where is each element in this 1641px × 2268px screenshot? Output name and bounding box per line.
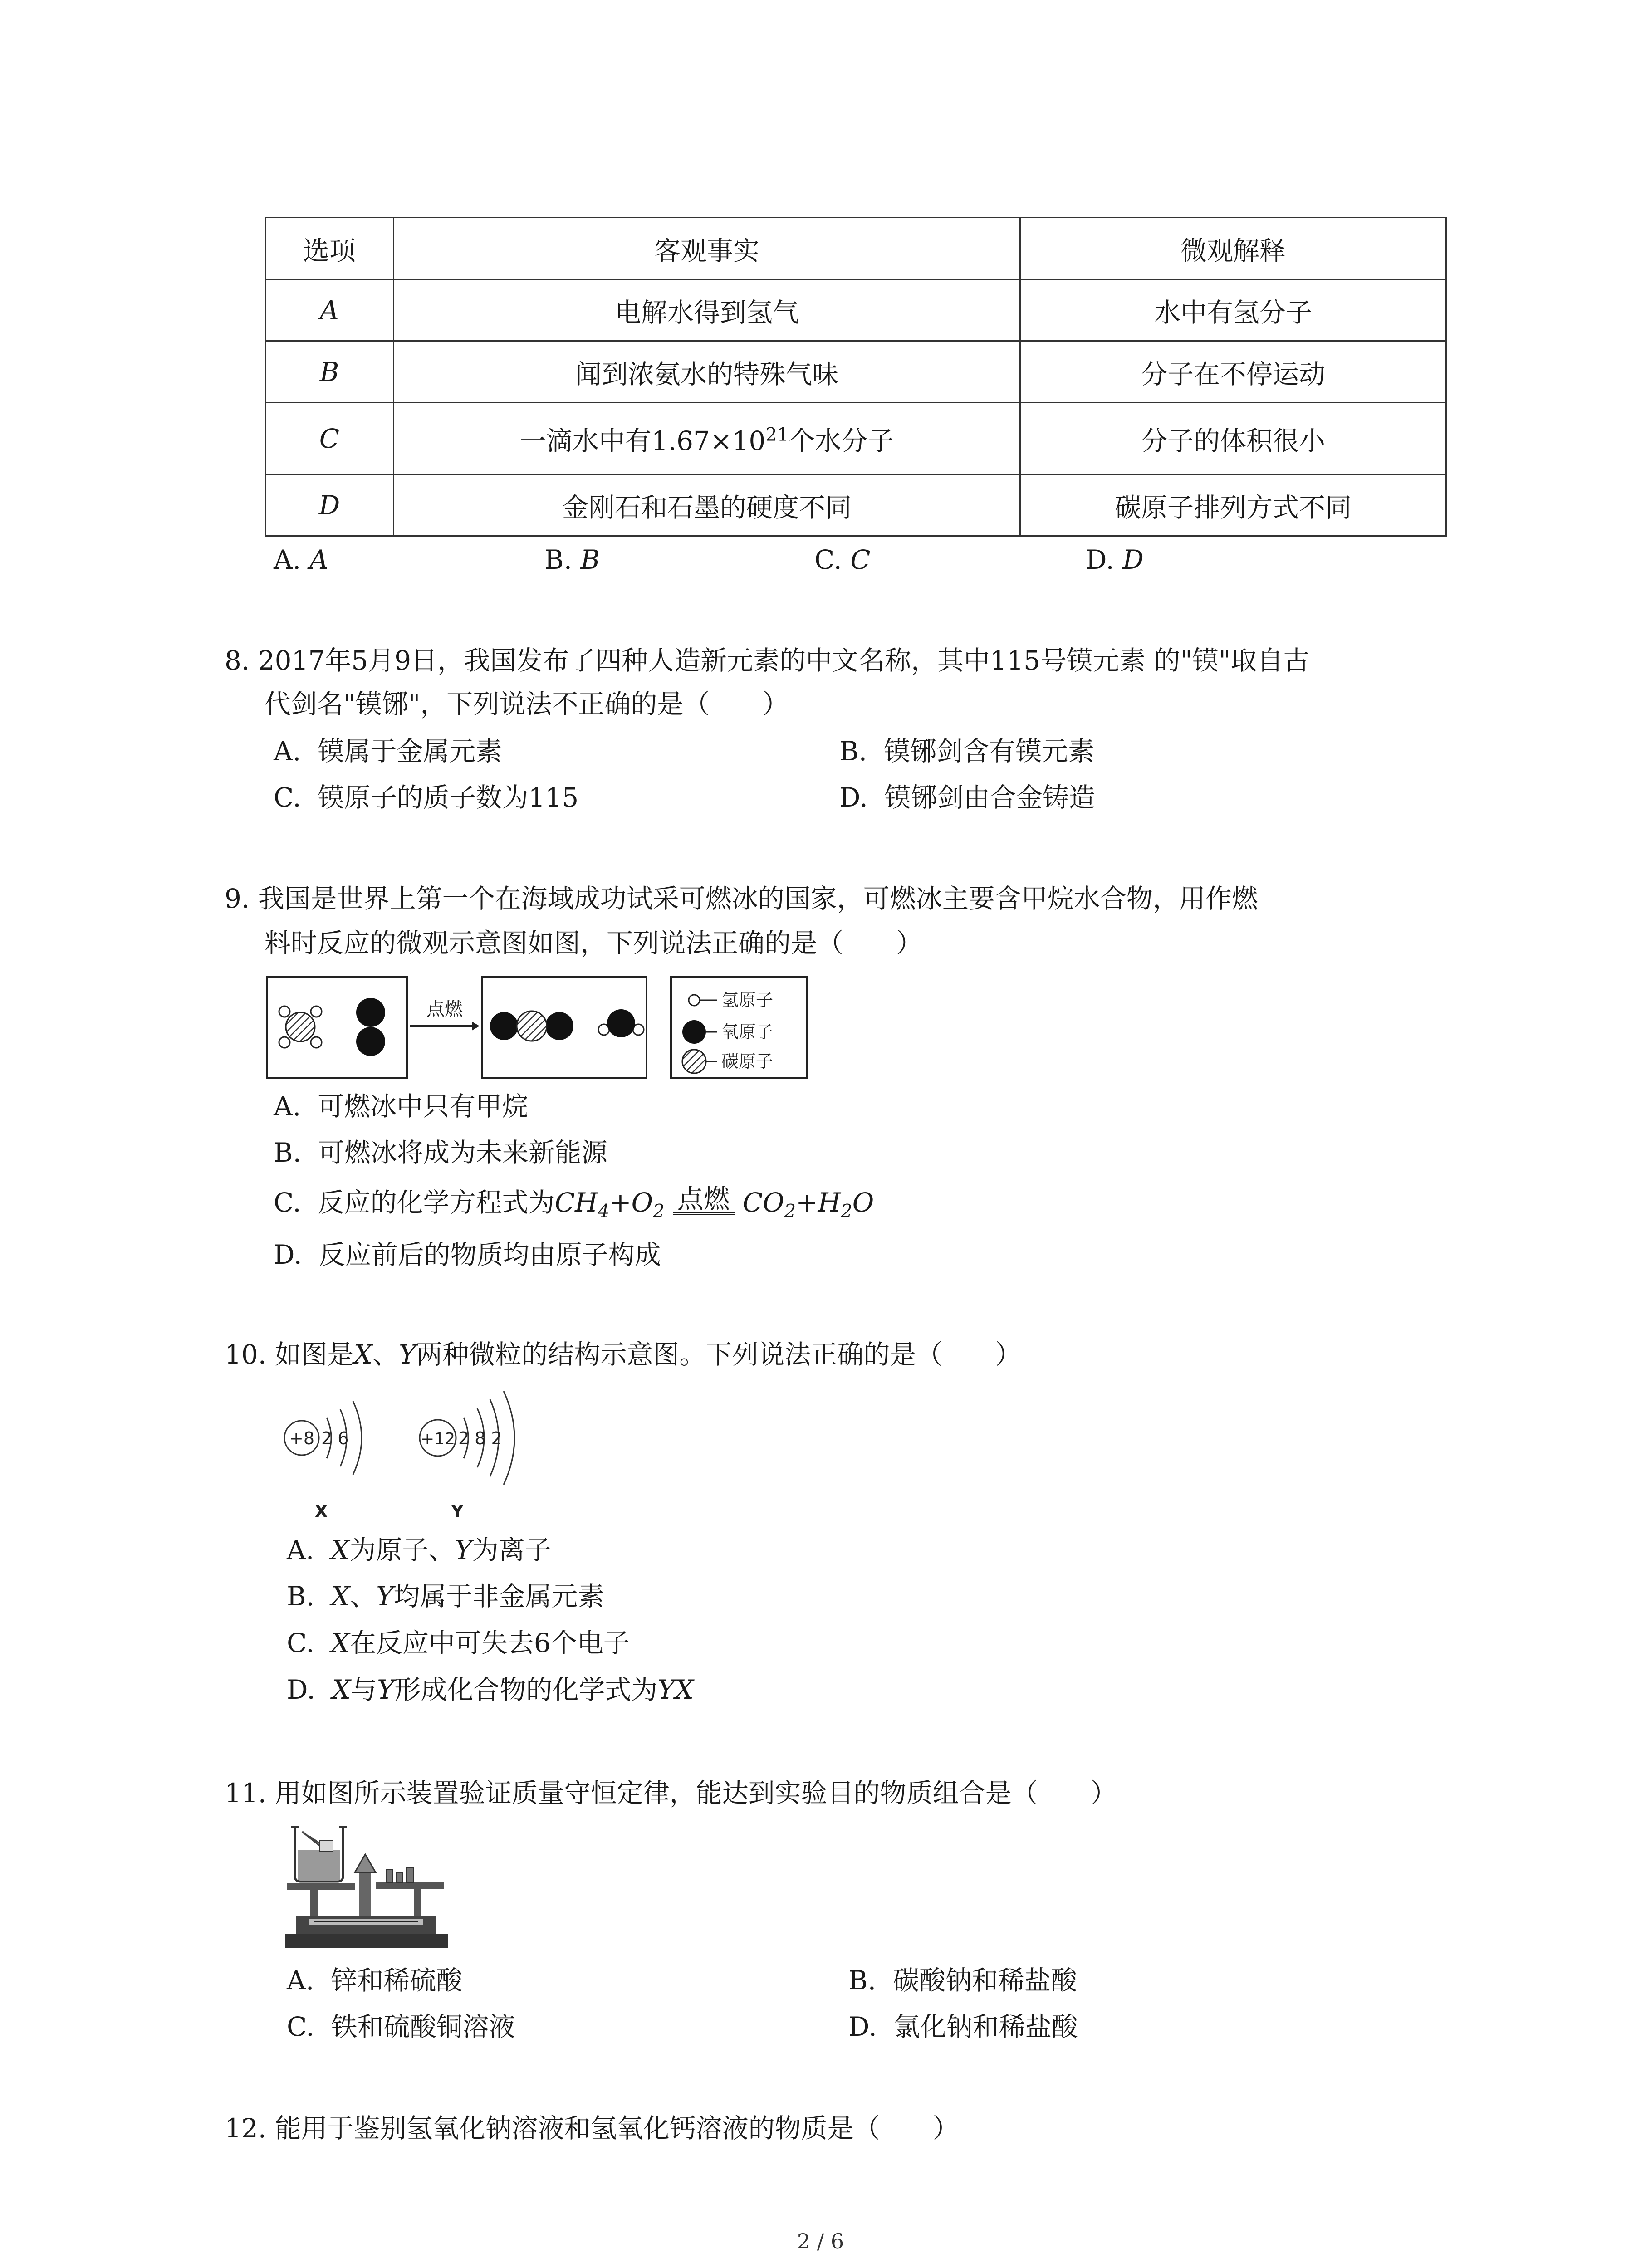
choice-text: 镆属于金属元素	[318, 736, 502, 767]
carbon-atom-icon	[682, 1050, 706, 1073]
condition-text: 点燃	[677, 1183, 730, 1214]
q8-stem-line2: 代剑名"镆铘"，下列说法不正确的是（ ）	[265, 689, 789, 719]
q10-choice-a[interactable]	[287, 1537, 551, 1563]
choice-value: B	[580, 544, 600, 575]
q9-choice-d[interactable]	[274, 1239, 661, 1270]
y-label: Y	[451, 1501, 464, 1521]
table-row	[265, 341, 1446, 403]
legend-hydrogen: 氢原子	[721, 990, 774, 1010]
fact-explanation-table	[265, 217, 1447, 537]
choice-letter: B.	[848, 1965, 877, 1996]
choice-text: 、	[350, 1581, 377, 1612]
q11-choice-d[interactable]	[848, 2011, 1078, 2042]
q9-choice-b[interactable]	[274, 1139, 607, 1166]
option-cell: D	[265, 474, 394, 536]
stem-text: 、	[372, 1339, 399, 1370]
fact-text: 个水分子	[789, 425, 894, 456]
choice-letter: A.	[274, 736, 301, 767]
eq-part: +H	[796, 1187, 841, 1218]
eq-sub: 2	[653, 1201, 665, 1222]
table-row	[265, 279, 1446, 341]
y-atom-structure-icon	[420, 1391, 514, 1521]
legend-oxygen: 氧原子	[721, 1022, 774, 1042]
choice-var: Y	[376, 1581, 394, 1612]
stem-text: 两种微粒的结构示意图。下列说法正确的是（ ）	[416, 1339, 1022, 1370]
x-atom-structure-icon	[284, 1401, 362, 1521]
choice-text: 镆原子的质子数为115	[318, 782, 579, 813]
particle-structure-diagram	[277, 1381, 531, 1531]
q11-choice-a[interactable]	[287, 1967, 462, 1994]
q10-choice-d[interactable]	[287, 1674, 694, 1705]
q7-choice-b[interactable]	[544, 544, 600, 575]
choice-text: 碳酸钠和稀盐酸	[892, 1965, 1077, 1996]
q8-choice-b[interactable]	[839, 736, 1094, 767]
choice-letter: C.	[287, 2011, 314, 2042]
choice-var: Y	[455, 1535, 472, 1565]
explain-cell: 分子在不停运动	[1020, 341, 1446, 403]
choice-var: X	[331, 1581, 350, 1612]
eq-sub: 4	[598, 1201, 610, 1222]
q12-stem: 12. 能用于鉴别氢氧化钠溶液和氢氧化钙溶液的物质是（ ）	[225, 2113, 959, 2144]
hydrogen-atom-icon	[689, 995, 700, 1006]
beaker-icon	[291, 1827, 347, 1882]
choice-letter: C.	[274, 1187, 301, 1218]
eq-part: O	[852, 1187, 874, 1218]
choice-text: 在反应中可失去6个电子	[349, 1628, 630, 1658]
explain-cell: 碳原子排列方式不同	[1020, 474, 1446, 536]
choice-letter: B.	[544, 544, 573, 575]
choice-text: 可燃冰将成为未来新能源	[318, 1137, 607, 1168]
choice-letter: C.	[287, 1628, 314, 1658]
choice-text: 锌和稀硫酸	[331, 1965, 463, 1996]
choice-text: 与	[351, 1674, 377, 1705]
x-shells: 2 6	[321, 1428, 349, 1448]
choice-text: 铁和硫酸铜溶液	[331, 2011, 515, 2042]
table-header: 微观解释	[1020, 218, 1446, 279]
explain-cell: 水中有氢分子	[1020, 279, 1446, 341]
choice-letter: D.	[287, 1674, 315, 1705]
eq-part: CH	[554, 1187, 598, 1218]
choice-text: 镆铘剑由合金铸造	[884, 782, 1095, 813]
choice-letter: A.	[287, 1965, 314, 1996]
eq-sub: 2	[841, 1201, 852, 1222]
option-cell: A	[265, 279, 394, 341]
eq-part: CO	[742, 1187, 784, 1218]
choice-letter: B.	[287, 1581, 315, 1612]
y-nucleus: +12	[421, 1430, 455, 1448]
particle-y: Y	[399, 1339, 416, 1370]
option-cell: B	[265, 341, 394, 403]
q7-choice-d[interactable]	[1086, 544, 1144, 575]
choice-letter: B.	[274, 1137, 302, 1168]
table-header-row	[265, 218, 1446, 279]
choice-letter: A.	[274, 1091, 301, 1122]
choice-value: D	[1122, 544, 1144, 575]
q11-stem: 11. 用如图所示装置验证质量守恒定律，能达到实验目的物质组合是（ ）	[225, 1778, 1117, 1809]
page-number: 2 / 6	[797, 2229, 844, 2253]
q9-choice-c[interactable]	[274, 1183, 874, 1222]
choice-var: X	[331, 1628, 350, 1658]
table-header: 选项	[265, 218, 394, 279]
fact-cell: 金刚石和石墨的硬度不同	[394, 474, 1020, 536]
choice-var: X	[331, 1535, 350, 1565]
choice-letter: C.	[814, 544, 842, 575]
choice-letter: D.	[274, 1239, 302, 1270]
choice-var: YX	[657, 1674, 694, 1705]
methane-molecule-icon	[279, 1006, 322, 1048]
q9-choice-a[interactable]	[274, 1091, 529, 1122]
choice-value: C	[850, 544, 871, 575]
stem-text: 如图是	[274, 1339, 354, 1370]
choice-letter: D.	[839, 782, 868, 813]
y-shells: 2 8 2	[458, 1428, 502, 1448]
q8-choice-a[interactable]	[274, 736, 502, 767]
choice-value: A	[309, 544, 328, 575]
oxygen-atom-icon	[682, 1020, 706, 1044]
methane-combustion-diagram	[265, 975, 810, 1080]
eq-sub: 2	[784, 1201, 796, 1222]
balance-apparatus-diagram	[282, 1823, 450, 1954]
choice-var: X	[332, 1674, 351, 1705]
q9-stem-line1: 9. 我国是世界上第一个在海域成功试采可燃冰的国家，可燃冰主要含甲烷水合物，用作燃	[225, 883, 1258, 914]
choice-text: 氯化钠和稀盐酸	[893, 2011, 1078, 2042]
fact-cell: 电解水得到氢气	[394, 279, 1020, 341]
eq-part: +O	[609, 1187, 653, 1218]
choice-text: 形成化合物的化学式为	[394, 1674, 658, 1705]
arrow-head-icon	[472, 1022, 480, 1031]
water-molecule-icon	[598, 1009, 644, 1037]
choice-text: 反应的化学方程式为	[318, 1187, 555, 1218]
table-row	[265, 403, 1446, 474]
q9-stem-line2: 料时反应的微观示意图如图，下列说法正确的是（ ）	[265, 928, 923, 958]
q10-stem	[225, 1341, 1021, 1368]
q11-choice-c[interactable]	[287, 2011, 515, 2042]
choice-var: Y	[377, 1674, 395, 1705]
choice-text: 可燃冰中只有甲烷	[318, 1091, 529, 1122]
choice-text: 为原子、	[349, 1535, 455, 1565]
x-label: X	[314, 1501, 328, 1521]
q8-choice-c[interactable]	[274, 784, 578, 811]
q8-stem-line1: 8. 2017年5月9日，我国发布了四种人造新元素的中文名称，其中115号镆元素 的"镆"取自古	[225, 645, 1310, 676]
arrow-label: 点燃	[426, 999, 463, 1020]
explain-cell: 分子的体积很小	[1020, 403, 1446, 474]
choice-letter: C.	[274, 782, 301, 813]
choice-letter: A.	[274, 544, 301, 575]
fact-cell	[394, 403, 1020, 474]
reaction-condition	[673, 1183, 735, 1215]
question-number: 10.	[225, 1339, 267, 1370]
choice-letter: D.	[848, 2011, 877, 2042]
legend-carbon: 碳原子	[721, 1051, 774, 1071]
choice-letter: A.	[287, 1535, 314, 1565]
q11-choice-b[interactable]	[848, 1967, 1077, 1994]
choice-text: 镆铘剑含有镆元素	[883, 736, 1094, 767]
carbon-dioxide-molecule-icon	[490, 1011, 573, 1041]
option-cell: C	[265, 403, 394, 474]
fact-cell: 闻到浓氨水的特殊气味	[394, 341, 1020, 403]
choice-text: 均属于非金属元素	[393, 1581, 604, 1612]
q10-choice-c[interactable]	[287, 1630, 630, 1656]
exponent: 21	[765, 424, 789, 445]
choice-text: 为离子	[472, 1535, 551, 1565]
particle-x: X	[353, 1339, 372, 1370]
x-nucleus: +8	[289, 1428, 315, 1448]
choice-text: 反应前后的物质均由原子构成	[318, 1239, 661, 1270]
choice-letter: B.	[839, 736, 867, 767]
chemical-equation	[742, 1187, 874, 1222]
q7-choice-c[interactable]	[814, 544, 871, 575]
table-header: 客观事实	[394, 218, 1020, 279]
q8-choice-d[interactable]	[839, 784, 1095, 811]
q7-choice-a[interactable]	[274, 544, 328, 575]
oxygen-molecule-icon	[356, 998, 385, 1056]
chemical-equation	[554, 1187, 665, 1222]
fact-text: 一滴水中有1.67×10	[519, 425, 766, 456]
q10-choice-b[interactable]	[287, 1581, 604, 1612]
choice-letter: D.	[1086, 544, 1114, 575]
table-row	[265, 474, 1446, 536]
